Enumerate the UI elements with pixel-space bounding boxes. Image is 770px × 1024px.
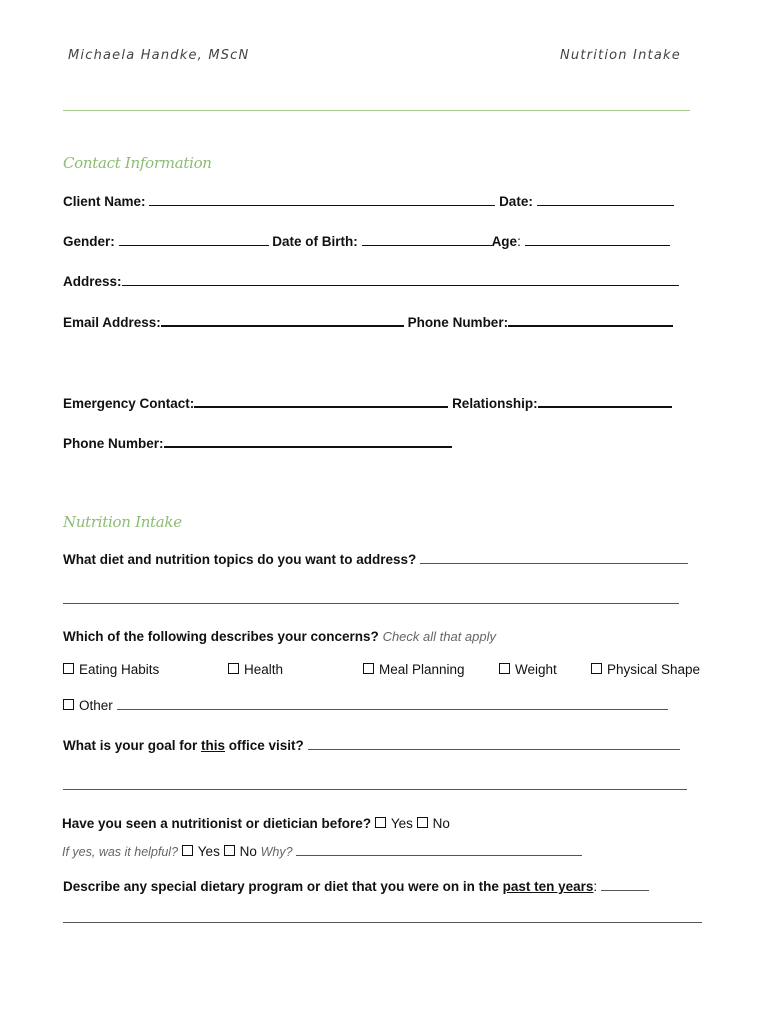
concerns-hint: Check all that apply bbox=[382, 629, 497, 644]
checkbox-icon bbox=[63, 663, 74, 674]
goal-field[interactable] bbox=[308, 735, 680, 750]
relationship-label: Relationship: bbox=[452, 396, 538, 411]
emergency-contact-field[interactable] bbox=[194, 392, 448, 408]
emergency-phone-row bbox=[63, 432, 452, 451]
option-label: Health bbox=[244, 662, 284, 677]
emergency-row bbox=[63, 392, 672, 411]
checkbox-icon bbox=[63, 699, 74, 710]
seen-yes[interactable] bbox=[375, 816, 413, 831]
nutrition-section-title: Nutrition Intake bbox=[63, 513, 182, 531]
email-label: Email Address: bbox=[63, 315, 161, 330]
option-label: Eating Habits bbox=[79, 662, 160, 677]
option-label: Physical Shape bbox=[607, 662, 701, 677]
form-title: Nutrition Intake bbox=[560, 48, 681, 63]
option-weight[interactable] bbox=[499, 662, 557, 677]
age-field[interactable] bbox=[525, 231, 670, 246]
diet-question-post: : bbox=[593, 879, 598, 894]
why-label: Why? bbox=[260, 845, 293, 859]
yes-label: Yes bbox=[390, 816, 413, 831]
yes-label: Yes bbox=[197, 844, 220, 859]
concerns-row bbox=[63, 629, 496, 644]
goal-row bbox=[63, 735, 680, 753]
option-health[interactable] bbox=[228, 662, 283, 677]
date-field[interactable] bbox=[537, 191, 674, 206]
address-field[interactable] bbox=[122, 271, 679, 286]
seen-no[interactable] bbox=[417, 816, 450, 831]
client-name-row bbox=[63, 191, 674, 209]
age-label: Age bbox=[491, 234, 518, 249]
relationship-field[interactable] bbox=[538, 392, 672, 408]
other-field[interactable] bbox=[117, 695, 668, 710]
client-name-label: Client Name: bbox=[63, 194, 146, 209]
option-label: Weight bbox=[515, 662, 557, 677]
checkbox-icon bbox=[499, 663, 510, 674]
if-yes-label: If yes, was it helpful? bbox=[62, 845, 179, 859]
goal-question-emphasis: this bbox=[201, 738, 226, 753]
goal-field-line-2[interactable] bbox=[63, 789, 687, 790]
why-field[interactable] bbox=[296, 841, 582, 856]
address-row bbox=[63, 271, 679, 289]
dob-field[interactable] bbox=[362, 231, 492, 246]
topics-field[interactable] bbox=[420, 549, 688, 564]
diet-question-emphasis: past ten years bbox=[502, 879, 594, 894]
checkbox-icon bbox=[375, 817, 386, 828]
gender-label: Gender: bbox=[63, 234, 115, 249]
option-physical-shape[interactable] bbox=[591, 662, 700, 677]
contact-section-title: Contact Information bbox=[63, 154, 212, 172]
topics-question: What diet and nutrition topics do you want to address? bbox=[63, 552, 417, 567]
gender-row: Gender: Date of Birth: Age: bbox=[63, 231, 670, 249]
other-label: Other bbox=[79, 698, 113, 713]
goal-question-post: office visit? bbox=[225, 738, 304, 753]
seen-row bbox=[62, 816, 450, 831]
checkbox-icon bbox=[417, 817, 428, 828]
option-other[interactable] bbox=[63, 695, 668, 713]
goal-question-pre: What is your goal for bbox=[63, 738, 202, 753]
emergency-contact-label: Emergency Contact: bbox=[63, 396, 195, 411]
client-name-field[interactable] bbox=[149, 191, 495, 206]
emergency-phone-label: Phone Number: bbox=[63, 436, 164, 451]
emergency-phone-field[interactable] bbox=[164, 432, 452, 448]
dob-label: Date of Birth: bbox=[272, 234, 358, 249]
seen-question: Have you seen a nutritionist or dietician before? bbox=[62, 816, 372, 831]
no-label: No bbox=[432, 816, 450, 831]
header-divider bbox=[63, 110, 690, 111]
helpful-row bbox=[62, 841, 582, 859]
helpful-yes[interactable] bbox=[182, 844, 220, 859]
email-field[interactable] bbox=[161, 311, 404, 327]
address-label: Address: bbox=[63, 274, 122, 289]
topics-row bbox=[63, 549, 688, 567]
date-label: Date: bbox=[499, 194, 533, 209]
topics-field-line-2[interactable] bbox=[63, 603, 679, 604]
diet-question-pre: Describe any special dietary program or diet that you were on in the bbox=[63, 879, 503, 894]
checkbox-icon bbox=[228, 663, 239, 674]
gender-field[interactable] bbox=[119, 231, 269, 246]
phone-field[interactable] bbox=[508, 311, 673, 327]
option-label: Meal Planning bbox=[379, 662, 465, 677]
checkbox-icon bbox=[591, 663, 602, 674]
email-row bbox=[63, 311, 673, 330]
concerns-question: Which of the following describes your concerns? bbox=[63, 629, 379, 644]
checkbox-icon bbox=[224, 845, 235, 856]
diet-field-line-2[interactable] bbox=[63, 922, 702, 923]
diet-row bbox=[63, 876, 649, 894]
no-label: No bbox=[239, 844, 257, 859]
author-name: Michaela Handke, MScN bbox=[68, 48, 250, 63]
phone-label: Phone Number: bbox=[407, 315, 509, 330]
diet-field[interactable] bbox=[601, 876, 649, 891]
checkbox-icon bbox=[182, 845, 193, 856]
checkbox-icon bbox=[363, 663, 374, 674]
option-eating-habits[interactable] bbox=[63, 662, 159, 677]
helpful-no[interactable] bbox=[224, 844, 257, 859]
option-meal-planning[interactable] bbox=[363, 662, 465, 677]
